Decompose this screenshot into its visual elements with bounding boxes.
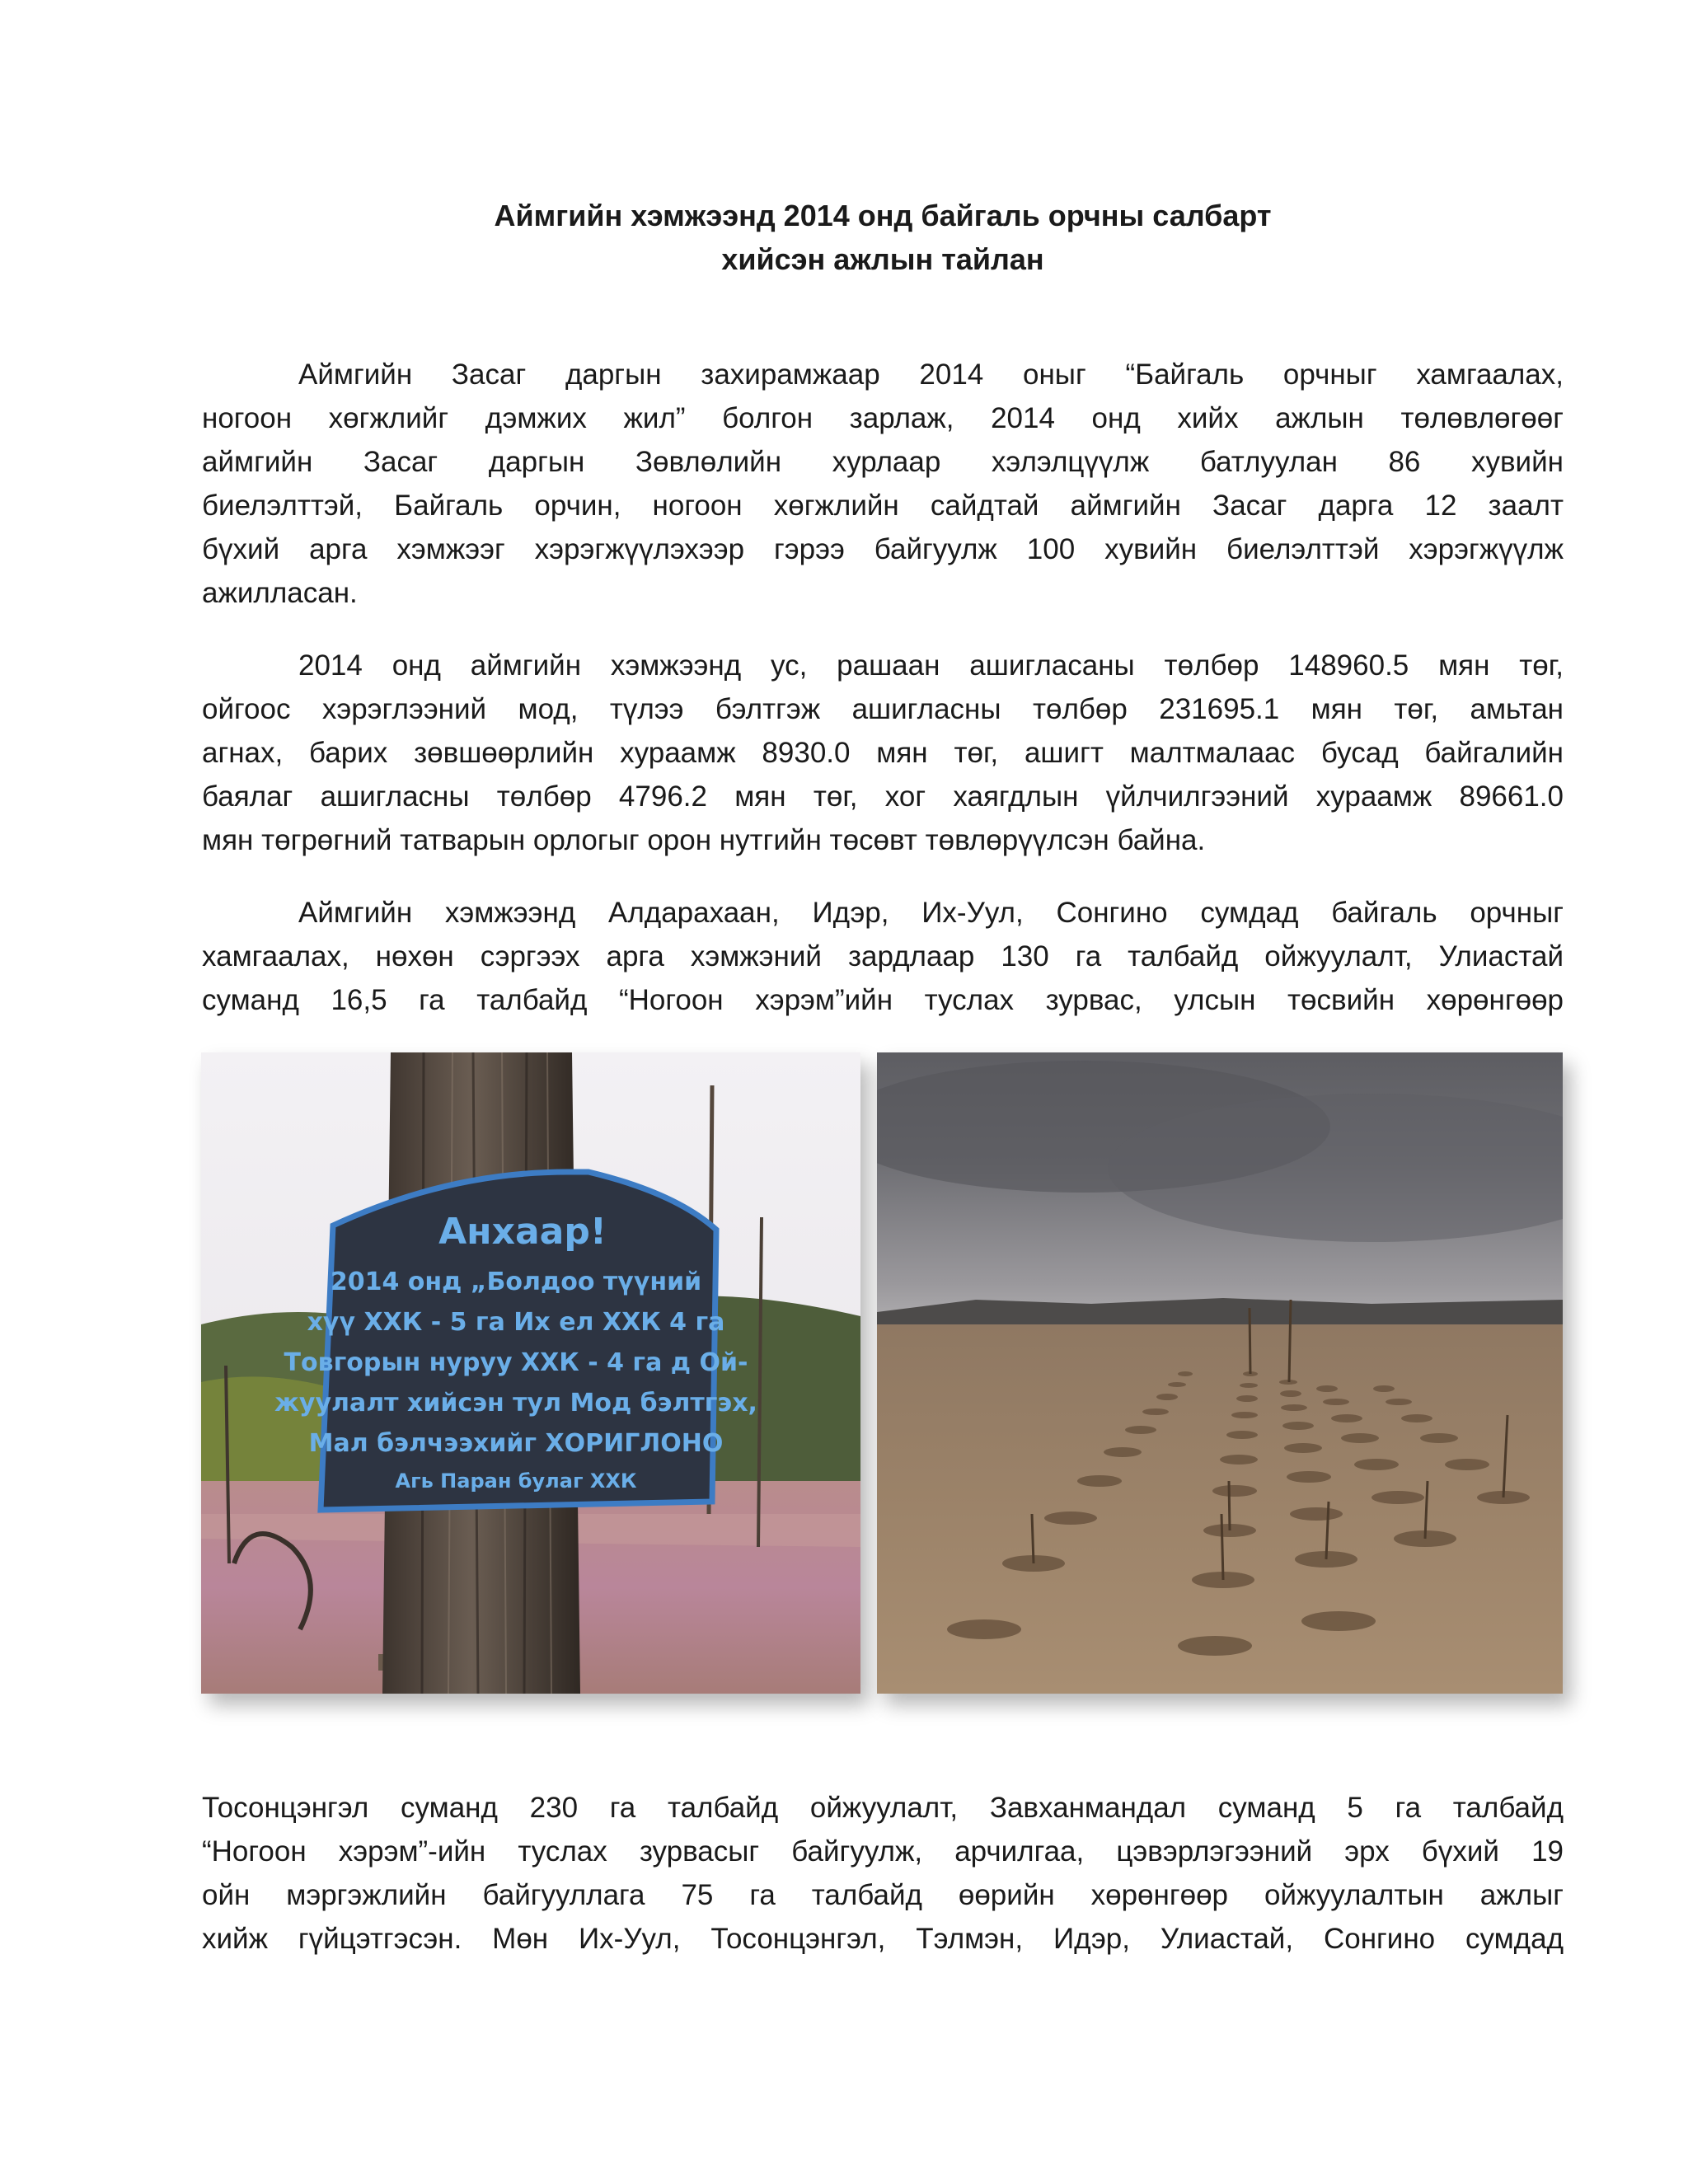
sign-line: жуулалт хийсэн тул Мод бэлтгэх, bbox=[274, 1389, 757, 1418]
planted-field-photo bbox=[877, 1052, 1563, 1694]
photo-row bbox=[199, 1052, 1564, 1695]
paragraph-line: суманд 16,5 га талбайд “Ногоон хэрэм”ийн туслах зурвас, улсын төсвийн хөрөнгөөр bbox=[202, 984, 1564, 1016]
paragraph-line: баялаг ашигласны төлбөр 4796.2 мян төг, хог хаягдлын үйлчилгээний хураамж 89661.0 bbox=[202, 780, 1564, 813]
warning-sign-illustration bbox=[201, 1052, 860, 1694]
paragraph-1 bbox=[202, 353, 1564, 615]
paragraph-line: ногоон хөгжлийг дэмжих жил” болгон зарлаж, 2014 онд хийх ажлын төлөвлөгөөг bbox=[202, 402, 1564, 434]
paragraph-line: ойн мэргэжлийн байгууллага 75 га талбайд өөрийн хөрөнгөөр ойжуулалтын ажлыг bbox=[202, 1879, 1564, 1911]
paragraph-line: 2014 онд аймгийн хэмжээнд ус, рашаан ашигласаны төлбөр 148960.5 мян төг, bbox=[298, 649, 1564, 682]
paragraph-line: ажилласан. bbox=[202, 577, 358, 609]
paragraph-line: Аймгийн хэмжээнд Алдарахаан, Идэр, Их-Уул, Сонгино сумдад байгаль орчныг bbox=[298, 897, 1564, 929]
paragraph-line: Аймгийн Засаг даргын захирамжаар 2014 оныг “Байгаль орчныг хамгаалах, bbox=[298, 359, 1564, 391]
paragraph-2 bbox=[202, 644, 1564, 862]
warning-sign-photo bbox=[201, 1052, 860, 1694]
paragraph-line: хийж гүйцэтгэсэн. Мөн Их-Уул, Тосонцэнгэл, Тэлмэн, Идэр, Улиастай, Сонгино сумдад bbox=[202, 1923, 1564, 1955]
paragraph-line: биелэлттэй, Байгаль орчин, ногоон хөгжлийн сайдтай аймгийн Засаг дарга 12 заалт bbox=[202, 490, 1564, 522]
title-line-1: Аймгийн хэмжээнд 2014 онд байгаль орчны салбарт bbox=[494, 199, 1272, 232]
sign-line: Анхаар! bbox=[438, 1211, 607, 1253]
paragraph-line: Тосонцэнгэл суманд 230 га талбайд ойжуулалт, Завханмандал суманд 5 га талбайд bbox=[202, 1792, 1564, 1824]
paragraph-3 bbox=[202, 891, 1564, 1022]
paragraph-line: хамгаалах, нөхөн сэргээх арга хэмжэний зардлаар 130 га талбайд ойжуулалт, Улиастай bbox=[202, 940, 1564, 972]
paragraph-line: агнах, барих зөвшөөрлийн хураамж 8930.0 мян төг, ашигт малтмалаас бусад байгалийн bbox=[202, 737, 1564, 769]
sign-line: Агь Паран булаг ХХК bbox=[395, 1469, 637, 1493]
paragraph-line: аймгийн Засаг даргын Зөвлөлийн хурлаар хэлэлцүүлж батлуулан 86 хувийн bbox=[202, 446, 1564, 478]
document-title bbox=[202, 194, 1564, 281]
sign-line: 2014 онд „Болдоо түүний bbox=[330, 1268, 702, 1296]
sign-line: хүү ХХК - 5 га Их ел ХХК 4 га bbox=[307, 1308, 725, 1337]
paragraph-line: ойгоос хэрэглээний мод, түлээ бэлтгэж ашигласны төлбөр 231695.1 мян төг, амьтан bbox=[202, 693, 1564, 725]
title-line-2: хийсэн ажлын тайлан bbox=[721, 242, 1044, 276]
paragraph-line: “Ногоон хэрэм”-ийн туслах зурвасыг байгуулж, арчилгаа, цэвэрлэгээний эрх бүхий 19 bbox=[202, 1835, 1564, 1868]
sign-line: Мал бэлчээхийг ХОРИГЛОНО bbox=[308, 1429, 724, 1458]
paragraph-4 bbox=[202, 1786, 1564, 1961]
sign-line: Товгорын нуруу ХХК - 4 га д Ой- bbox=[284, 1348, 748, 1377]
paragraph-line: бүхий арга хэмжээг хэрэгжүүлэхээр гэрээ байгуулж 100 хувийн биелэлттэй хэрэгжүүлж bbox=[202, 533, 1564, 565]
paragraph-line: мян төгрөгний татварын орлогыг орон нутгийн төсөвт төвлөрүүлсэн байна. bbox=[202, 824, 1206, 856]
field-illustration bbox=[877, 1052, 1563, 1694]
